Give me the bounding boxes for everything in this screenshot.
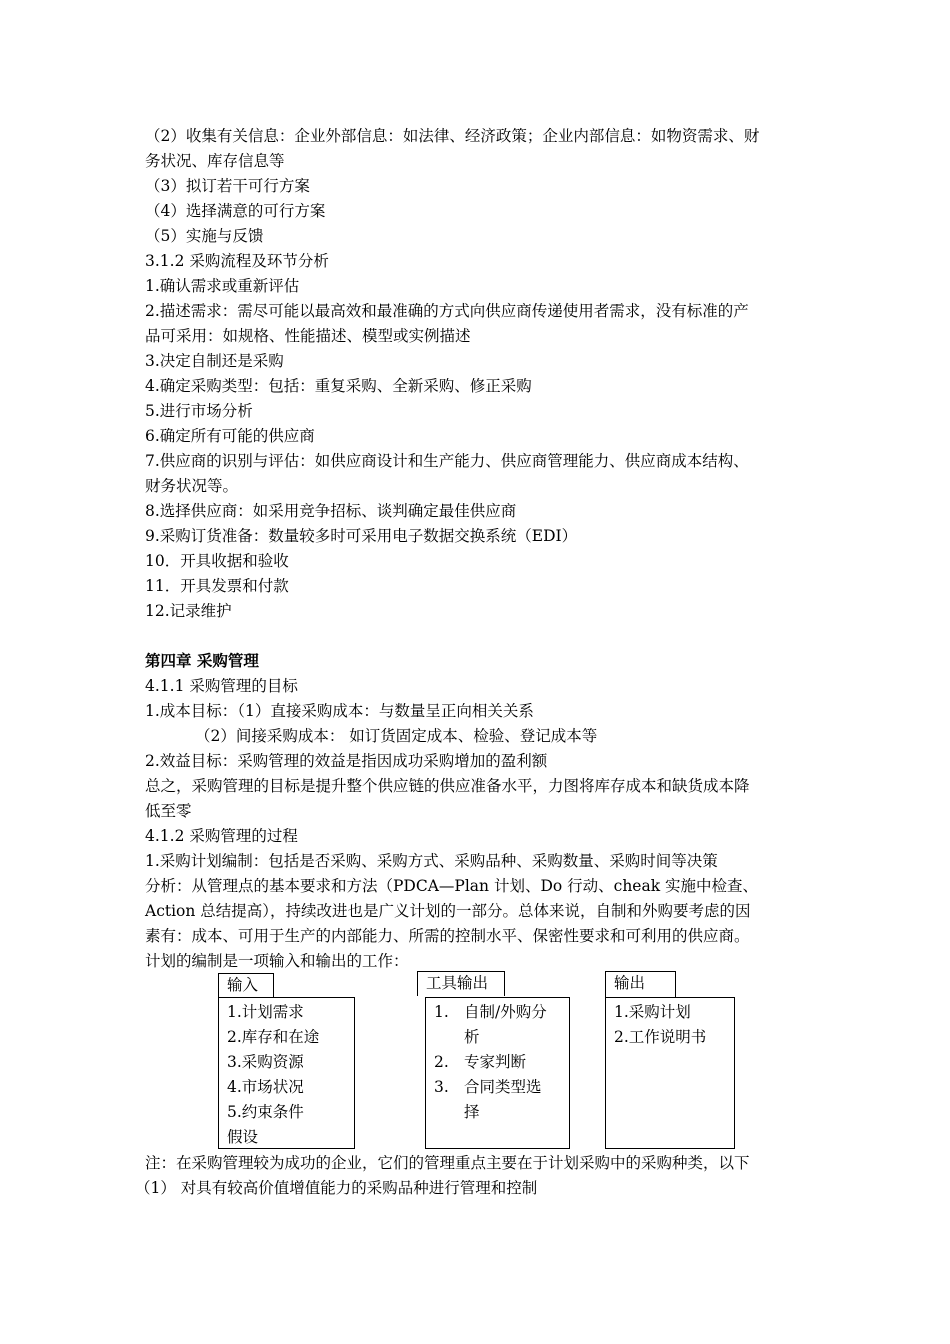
- tools-item-text: 析: [464, 1028, 480, 1046]
- text-line: 财务状况等。: [145, 477, 239, 495]
- output-box-title: 输出: [605, 971, 676, 998]
- tools-item-text: 合同类型选: [464, 1078, 542, 1096]
- text-line: 分析：从管理点的基本要求和方法（PDCA—Plan 计划、Do 行动、cheak 实施中检查、: [145, 877, 759, 895]
- section-heading: 4.1.1 采购管理的目标: [145, 677, 298, 695]
- text-line: （1） 对具有较高价值增值能力的采购品种进行管理和控制: [135, 1179, 538, 1197]
- input-item: 2.库存和在途: [227, 1028, 320, 1046]
- tools-item-text: 专家判断: [464, 1053, 527, 1071]
- output-item: 2.工作说明书: [614, 1028, 707, 1046]
- input-item: 1.计划需求: [227, 1003, 304, 1021]
- tools-item-number: 3.: [434, 1078, 449, 1096]
- text-line: Action 总结提高），持续改进也是广义计划的一部分。总体来说，自制和外购要考虑的因: [145, 902, 751, 920]
- section-heading: 4.1.2 采购管理的过程: [145, 827, 298, 845]
- tools-box: [425, 997, 570, 1149]
- text-line: 8.选择供应商：如采用竞争招标、谈判确定最佳供应商: [145, 502, 517, 520]
- input-box: [218, 997, 355, 1149]
- input-item: 4.市场状况: [227, 1078, 304, 1096]
- text-line: 低至零: [145, 802, 192, 820]
- text-line: 5.进行市场分析: [145, 402, 253, 420]
- text-line: （5）实施与反馈: [145, 227, 264, 245]
- input-item: 3.采购资源: [227, 1053, 304, 1071]
- input-box-title: 输入: [218, 973, 274, 998]
- tools-item-text: 自制/外购分: [464, 1003, 547, 1021]
- text-line: 1.确认需求或重新评估: [145, 277, 300, 295]
- text-line: 10．开具收据和验收: [145, 552, 289, 570]
- input-item: 5.约束条件: [227, 1103, 304, 1121]
- text-line: 7.供应商的识别与评估：如供应商设计和生产能力、供应商管理能力、供应商成本结构、: [145, 452, 749, 470]
- text-line: 总之，采购管理的目标是提升整个供应链的供应准备水平，力图将库存成本和缺货成本降: [145, 777, 750, 795]
- text-line: 11．开具发票和付款: [145, 577, 289, 595]
- text-line: （4）选择满意的可行方案: [145, 202, 326, 220]
- note-line: 注：在采购管理较为成功的企业，它们的管理重点主要在于计划采购中的采购种类，以下: [145, 1154, 750, 1172]
- input-item: 假设: [227, 1128, 259, 1146]
- chapter-title: 第四章 采购管理: [145, 651, 259, 670]
- tools-item-text: 择: [464, 1103, 480, 1121]
- text-line: 素有：成本、可用于生产的内部能力、所需的控制水平、保密性要求和可利用的供应商。: [145, 927, 750, 945]
- text-line: 2.效益目标：采购管理的效益是指因成功采购增加的盈利额: [145, 752, 548, 770]
- text-line: 1.成本目标：（1）直接采购成本：与数量呈正向相关关系: [145, 702, 534, 720]
- text-line: 计划的编制是一项输入和输出的工作：: [145, 952, 409, 970]
- text-line: 1.采购计划编制：包括是否采购、采购方式、采购品种、采购数量、采购时间等决策: [145, 852, 718, 870]
- text-line: 2.描述需求：需尽可能以最高效和最准确的方式向供应商传递使用者需求，没有标准的产: [145, 302, 749, 320]
- tools-item-number: 2.: [434, 1053, 449, 1071]
- text-line: 12.记录维护: [145, 602, 232, 620]
- text-line: （3）拟订若干可行方案: [145, 177, 310, 195]
- text-line: （2）间接采购成本： 如订货固定成本、检验、登记成本等: [195, 727, 598, 745]
- text-line: 品可采用：如规格、性能描述、模型或实例描述: [145, 327, 471, 345]
- text-line: 3.决定自制还是采购: [145, 352, 284, 370]
- text-line: （2）收集有关信息：企业外部信息：如法律、经济政策；企业内部信息：如物资需求、财: [145, 127, 760, 145]
- output-box: [605, 997, 735, 1149]
- tools-box-title: 工具输出: [417, 971, 505, 996]
- text-line: 4.确定采购类型：包括：重复采购、全新采购、修正采购: [145, 377, 532, 395]
- text-line: 务状况、库存信息等: [145, 152, 285, 170]
- tools-item-number: 1.: [434, 1003, 449, 1021]
- output-item: 1.采购计划: [614, 1003, 691, 1021]
- text-line: 6.确定所有可能的供应商: [145, 427, 315, 445]
- section-heading: 3.1.2 采购流程及环节分析: [145, 252, 329, 270]
- text-line: 9.采购订货准备：数量较多时可采用电子数据交换系统（EDI）: [145, 527, 578, 545]
